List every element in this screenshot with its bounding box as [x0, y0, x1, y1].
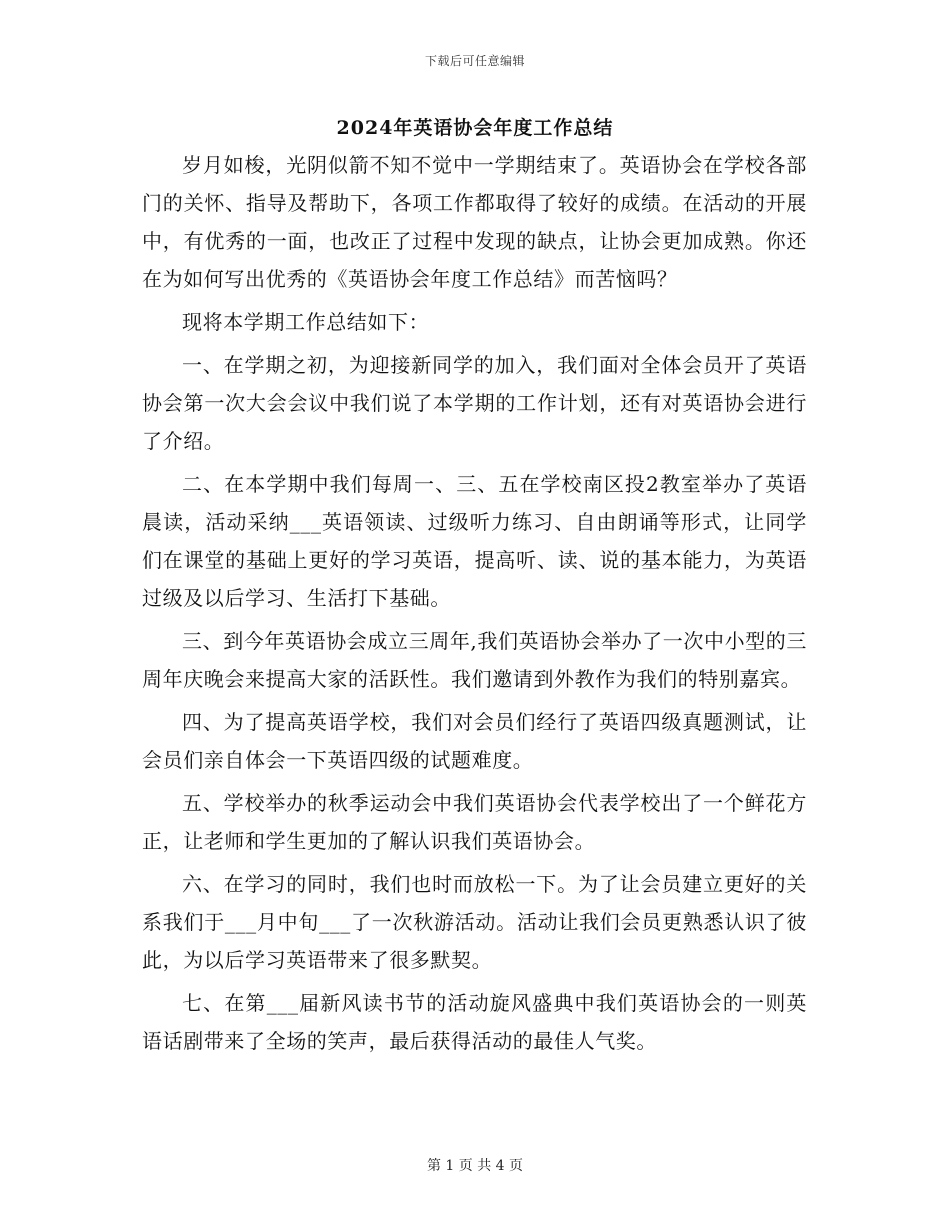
header-note: 下载后可任意编辑: [424, 54, 525, 68]
paragraph-item-5: 五、学校举办的秋季运动会中我们英语协会代表学校出了一个鲜花方正，让老师和学生更加的了解认识我们英语协会。: [142, 791, 807, 853]
paragraph-item-2: 二、在本学期中我们每周一、三、五在学校南区投2教室举办了英语晨读，活动采纳___英语领读、过级听力练习、自由朗诵等形式，让同学们在课堂的基础上更好的学习英语，提高听、读、说的基本能力，为英语过级及以后学习、生活打下基础。: [142, 472, 807, 610]
paragraph-summary-lead: 现将本学期工作总结如下：: [182, 310, 430, 334]
paragraph-item-1: 一、在学期之初，为迎接新同学的加入，我们面对全体会员开了英语协会第一次大会会议中我们说了本学期的工作计划，还有对英语协会进行了介绍。: [142, 353, 807, 453]
paragraph-item-3: 三、到今年英语协会成立三周年,我们英语协会举办了一次中小型的三周年庆晚会来提高大家的活跃性。我们邀请到外教作为我们的特别嘉宾。: [142, 629, 807, 691]
document-body: [142, 146, 807, 1060]
document-title: 2024年英语协会年度工作总结: [336, 117, 614, 139]
page-number: 第 1 页 共 4 页: [426, 1158, 524, 1174]
paragraph-item-7: 七、在第___届新风读书节的活动旋风盛典中我们英语协会的一则英语话剧带来了全场的笑声，最后获得活动的最佳人气奖。: [142, 991, 807, 1053]
paragraph-item-4: 四、为了提高英语学校，我们对会员们经行了英语四级真题测试，让会员们亲自体会一下英语四级的试题难度。: [142, 710, 807, 772]
paragraph-intro: 岁月如梭，光阴似箭不知不觉中一学期结束了。英语协会在学校各部门的关怀、指导及帮助下，各项工作都取得了较好的成绩。在活动的开展中，有优秀的一面，也改正了过程中发现的缺点，让协会更加成熟。你还在为如何写出优秀的《英语协会年度工作总结》而苦恼吗？: [142, 153, 807, 291]
paragraph-item-6: 六、在学习的同时，我们也时而放松一下。为了让会员建立更好的关系我们于___月中旬___了一次秋游活动。活动让我们会员更熟悉认识了彼此，为以后学习英语带来了很多默契。: [142, 872, 807, 972]
